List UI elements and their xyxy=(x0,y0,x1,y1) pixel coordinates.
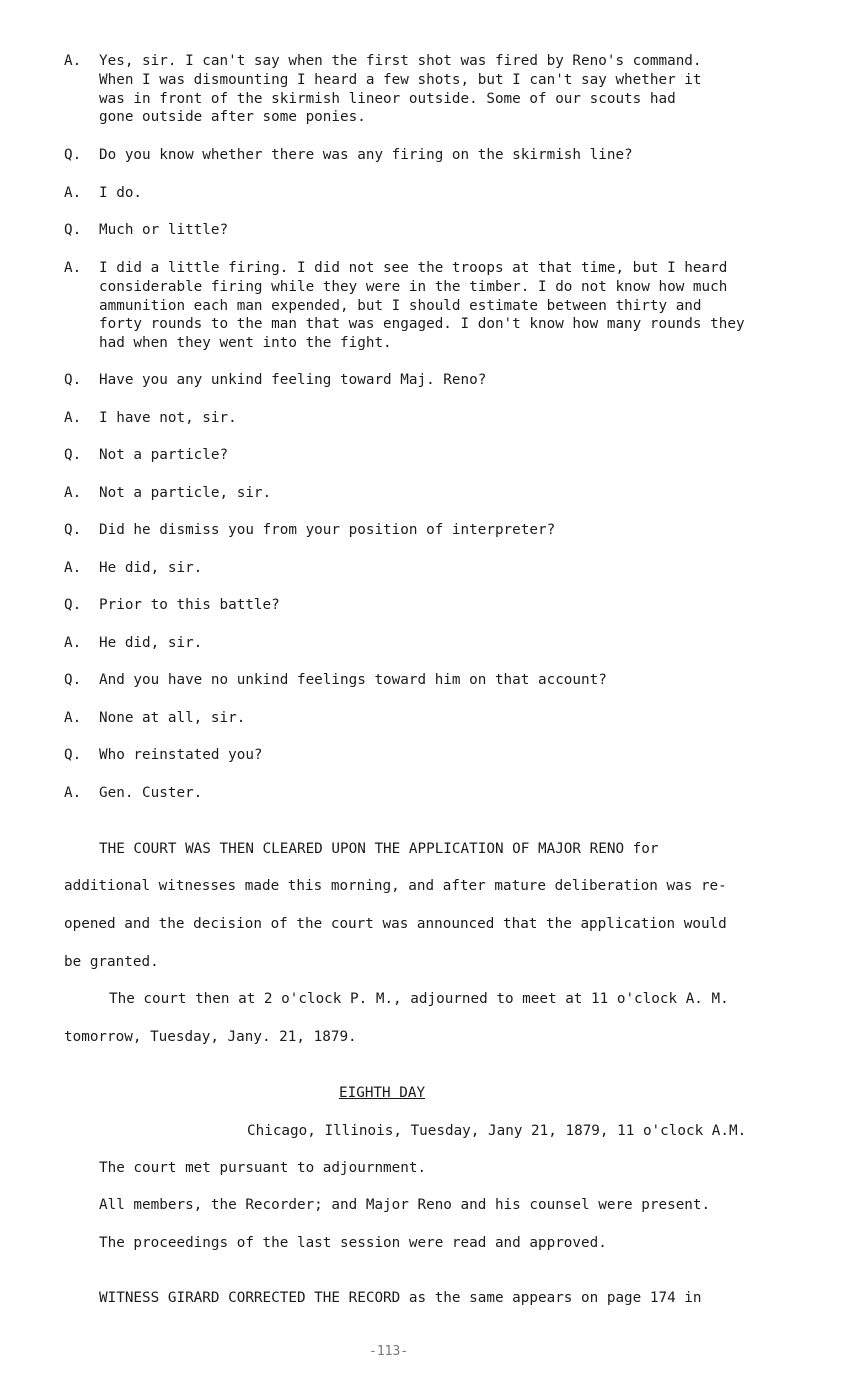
question-text: Who reinstated you? xyxy=(99,747,263,763)
speaker-label: Q. xyxy=(64,597,82,613)
speaker-label: A. xyxy=(64,485,82,501)
transcript-entry xyxy=(64,409,824,428)
speaker-label: A. xyxy=(64,260,82,276)
section-heading: EIGHTH DAY xyxy=(339,1085,426,1101)
page-number: -113- xyxy=(369,1344,409,1359)
court-cleared-line-2: additional witnesses made this morning, and after mature deliberation was re- xyxy=(64,878,727,894)
dateline: Chicago, Illinois, Tuesday, Jany 21, 1879, 11 o'clock A.M. xyxy=(247,1123,747,1139)
answer-text: He did, sir. xyxy=(99,635,203,651)
transcript-entry xyxy=(64,446,824,465)
speaker-label: A. xyxy=(64,53,82,69)
proceedings-line: The proceedings of the last session were read and approved. xyxy=(99,1235,607,1251)
speaker-label: Q. xyxy=(64,147,82,163)
answer-text: Yes, sir. I can't say when the first shot was fired by Reno's command. When I was dismounting I heard a few shots, but I can't say whether it was in front of the skirmish lineor outside. Some of our scouts had gone outside after some ponies. xyxy=(99,53,702,126)
answer-text: I have not, sir. xyxy=(99,410,237,426)
question-text: And you have no unkind feelings toward him on that account? xyxy=(99,672,607,688)
speaker-label: A. xyxy=(64,185,82,201)
question-text: Did he dismiss you from your position of interpreter? xyxy=(99,522,556,538)
court-met-line: The court met pursuant to adjournment. xyxy=(99,1160,427,1176)
speaker-label: A. xyxy=(64,635,82,651)
speaker-label: Q. xyxy=(64,522,82,538)
speaker-label: A. xyxy=(64,410,82,426)
answer-text: Not a particle, sir. xyxy=(99,485,272,501)
court-cleared-line-1: THE COURT WAS THEN CLEARED UPON THE APPLICATION OF MAJOR RENO for xyxy=(99,841,659,857)
court-cleared-line-4: be granted. xyxy=(64,954,159,970)
question-text: Much or little? xyxy=(99,222,229,238)
transcript-entry xyxy=(64,596,824,615)
transcript-entry xyxy=(64,371,824,390)
transcript-entry xyxy=(64,146,824,165)
speaker-label: A. xyxy=(64,560,82,576)
answer-text: I did a little firing. I did not see the troops at that time, but I heard considerable firing while they were in the timber. I do not know how much ammunition each man expended, but I should estimate between thirty and forty rounds to the man that was engaged. I don't know how many rounds they had when they went into the fight. xyxy=(99,260,745,352)
transcript-entry xyxy=(64,746,824,765)
speaker-label: Q. xyxy=(64,372,82,388)
speaker-label: Q. xyxy=(64,747,82,763)
answer-text: He did, sir. xyxy=(99,560,203,576)
transcript-entry xyxy=(64,671,824,690)
adjournment-line-1: The court then at 2 o'clock P. M., adjourned to meet at 11 o'clock A. M. xyxy=(109,991,729,1007)
speaker-label: Q. xyxy=(64,672,82,688)
transcript-entry xyxy=(64,521,824,540)
transcript-entry xyxy=(64,709,824,728)
question-text: Not a particle? xyxy=(99,447,229,463)
speaker-label: A. xyxy=(64,785,82,801)
question-text: Prior to this battle? xyxy=(99,597,280,613)
question-text: Have you any unkind feeling toward Maj. Reno? xyxy=(99,372,487,388)
transcript-entry xyxy=(64,259,824,353)
court-cleared-line-3: opened and the decision of the court was announced that the application would xyxy=(64,916,727,932)
answer-text: I do. xyxy=(99,185,143,201)
answer-text: None at all, sir. xyxy=(99,710,246,726)
adjournment-line-2: tomorrow, Tuesday, Jany. 21, 1879. xyxy=(64,1029,357,1045)
transcript-entry xyxy=(64,634,824,653)
transcript-entry xyxy=(64,52,824,127)
witness-corrected-line: WITNESS GIRARD CORRECTED THE RECORD as the same appears on page 174 in xyxy=(99,1290,702,1306)
speaker-label: Q. xyxy=(64,222,82,238)
present-line: All members, the Recorder; and Major Reno and his counsel were present. xyxy=(99,1197,711,1213)
speaker-label: A. xyxy=(64,710,82,726)
answer-text: Gen. Custer. xyxy=(99,785,203,801)
speaker-label: Q. xyxy=(64,447,82,463)
transcript-entry xyxy=(64,184,824,203)
transcript-entry xyxy=(64,784,824,803)
question-text: Do you know whether there was any firing on the skirmish line? xyxy=(99,147,633,163)
transcript-entry xyxy=(64,484,824,503)
transcript-entry xyxy=(64,559,824,578)
transcript-entry xyxy=(64,221,824,240)
